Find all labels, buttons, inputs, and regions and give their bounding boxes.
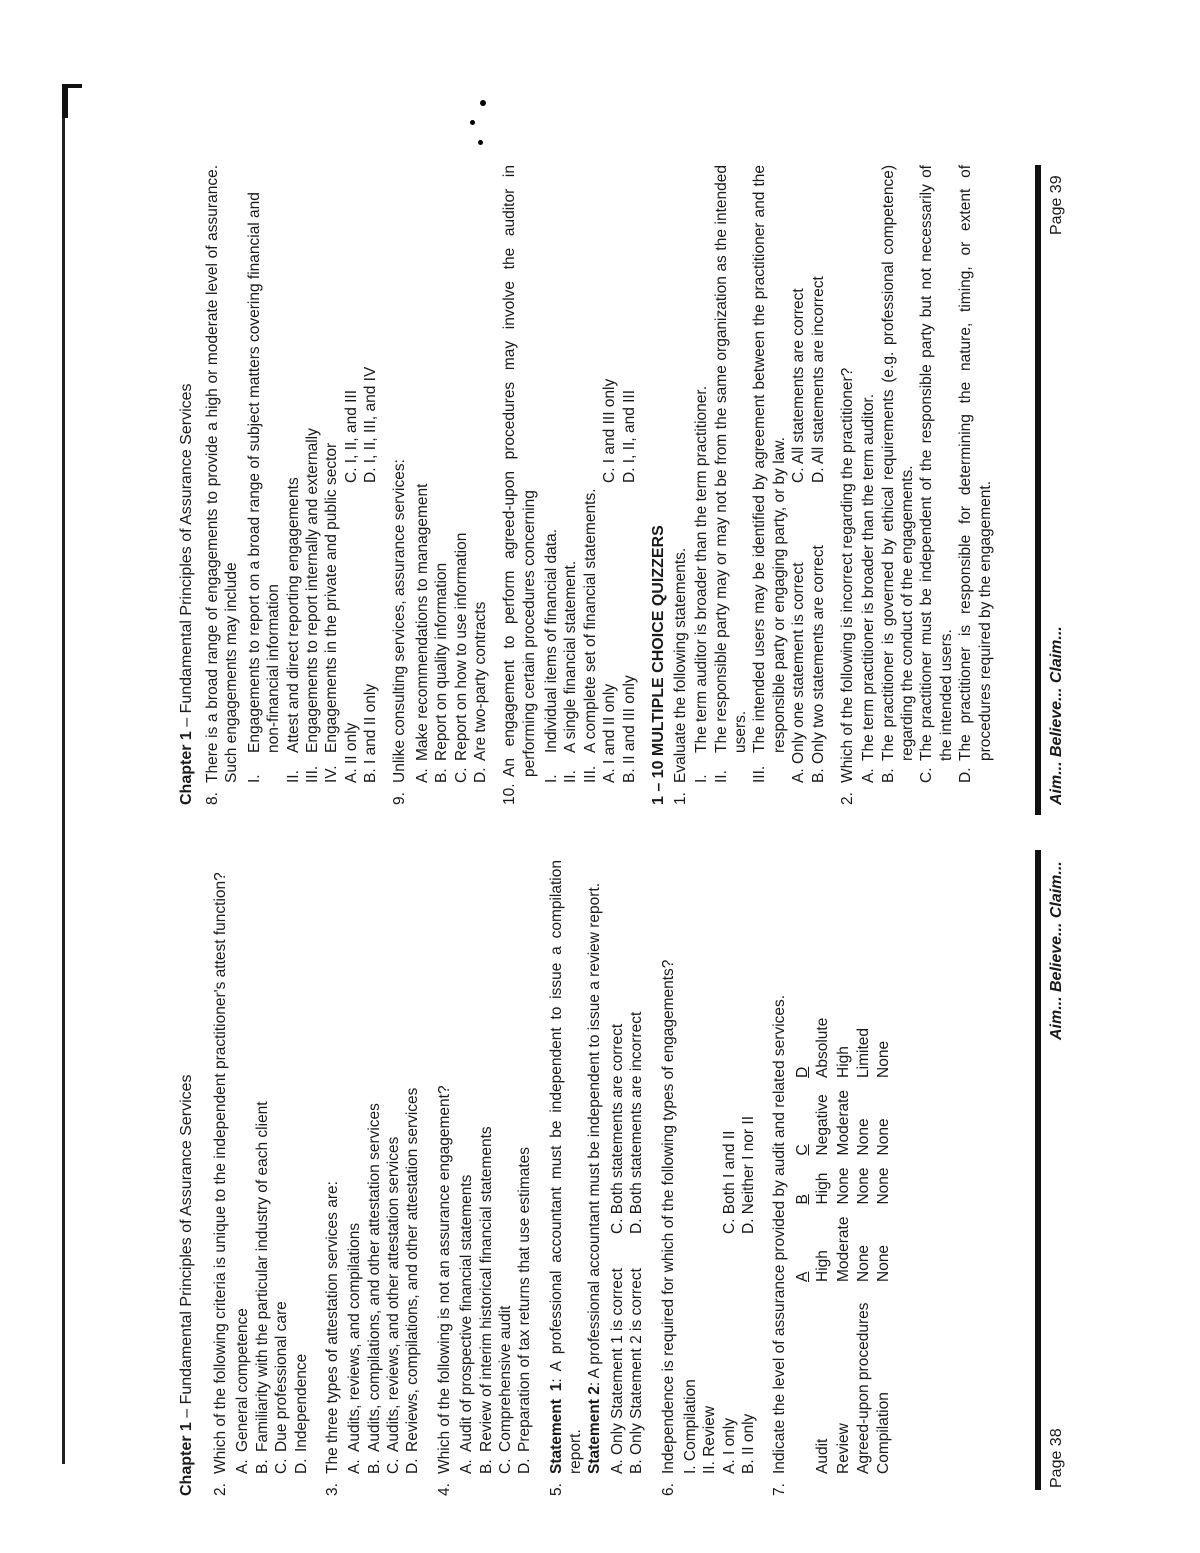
- option-d: Independence: [292, 1353, 310, 1452]
- scan-speck: [480, 100, 486, 106]
- option-c: The practitioner must be independent of the responsible party but not necessarily of the intended users.: [918, 165, 955, 761]
- book-spread: [85, 120, 1135, 1510]
- question-9: 9. Unlike consulting services, assurance services:: [391, 459, 409, 805]
- page-header: Chapter 1 – Fundamental Principles of Assurance Services: [178, 383, 195, 805]
- page-38: Chapter 1 – Fundamental Principles of Assurance Services 2. Which of the following criteria is unique to the independent practitioner's attest function? A. General competence B. Familiarity with the particular industry of each client C. Due professional care D. Independence 3. The three types of attestation services are: A. Audits, reviews, and compilations B. Audits, compilations, and other attestation services C. Audits, reviews, and other attestation services D. Reviews, compilations, and other attestation services 4. Which of the following is not an assurance engagement? A. Audit of prospective financial statements B. Review of interim historical financial statements C. Comprehensive audit D. Preparation of tax returns that use estimates 5. Statement 1: A professional accountant must be independent to issue a compilation report. Statement 2: A professional accountant must be independent to issue a review report. A. Only Statement 1 is correct C. Both statements are correct B. Only Statement 2 is correct D. Both statements are incorrect 6. Independence is required for which of the following types of engagements? I. Compilation II. Review A. I only C. Both I and II B. II only D. Neither I nor II 7. Indicate the level of assurance provided by audit and related services. A B C D Audit High High Negative Absolute Review Moderate None Moderate High Agreed-upon procedures None None None Limited Compilation None None None None Page 38 Aim... Believe... Claim...: [85, 850, 1085, 1510]
- assurance-level-table: A B C D Audit High High Negative Absolute Review Moderate None Moderate High Agreed-upon procedures None None None Limited Compilation None None None None: [793, 1006, 895, 1474]
- quizzer-2: 2. Which of the following is incorrect regarding the practitioner?: [838, 367, 856, 805]
- scan-edge: [62, 84, 65, 1464]
- option-d: Are two-party contracts: [471, 601, 489, 761]
- footer-rule: [1035, 165, 1041, 815]
- option-a: The term practitioner is broader than the term auditor.: [860, 393, 878, 761]
- section-heading: 1 – 10 MULTIPLE CHOICE QUIZZERS: [649, 525, 667, 805]
- option-a: Audit of prospective financial statements: [458, 1174, 476, 1452]
- option-b: Review of interim historical financial statements: [477, 1126, 495, 1452]
- page-number: Page 38: [1048, 1428, 1065, 1488]
- question-10: 10. An engagement to perform agreed-upon procedures may involve the auditor in performing certain procedures concerning: [501, 165, 538, 805]
- footer-rule: [1035, 850, 1041, 1490]
- table-row: Agreed-upon procedures None None None Limited: [854, 1028, 872, 1474]
- question-5: 5. Statement 1: A professional accountant must be independent to issue a compilation report. Statement 2: A professional accountant must be independent to issue a review report.: [547, 860, 604, 1496]
- page-39: Chapter 1 – Fundamental Principles of Assurance Services 8. There is a broad range of engagements to provide a high or moderate level of assurance. Such engagements may include I. Engagements to report on a broad range of subject matters covering financial and non-financial information II. Attest and direct reporting engagements III. Engagements to report internally and externally IV. Engagements in the private and public sector A. II only C. I, II, and III B. I and II only D. I, II, III, and IV 9. Unlike consulting services, assurance services: A. Make recommendations to management B. Report on quality information C. Report on how to use information D. Are two-party contracts 10. An engagement to perform agreed-upon procedures may involve the auditor in performing certain procedures concerning I. Individual items of financial data. II. A single financial statement. III. A complete set of financial statements. A. I and II only C. I and III only B. II and III only D. I, II, and III 1 – 10 MULTIPLE CHOICE QUIZZERS 1. Evaluate the following statements. I. The term auditor is broader than the term practitioner. II. The responsible party may or may not be from the same organization as the intended users. III. The intended users may be identified by agreement between the practitioner and the responsible party or engaging party, or by law. A. Only one statement is correct C. All statements are correct B. Only two statements are correct D. All statements are incorrect 2. Which of the following is incorrect regarding the practitioner? A. The term practitioner is broader than the term auditor. B. The practitioner is governed by ethical requirements (e.g. professional competence) regarding the conduct of the engagements. C. The practitioner must be independent of the responsible party but not necessarily of the intended users. D. The practitioner is responsible for determining the nature, timing, or extent of procedures required by the engagement. Aim... Believe... Claim... Page 39: [85, 155, 1085, 815]
- table-row: Audit High High Negative Absolute: [814, 1017, 832, 1474]
- option-d: Reviews, compilations, and other attestation services: [404, 1087, 422, 1452]
- footer-motto: Aim... Believe... Claim...: [1048, 861, 1065, 1040]
- option-b: Familiarity with the particular industry of each client: [253, 1101, 271, 1452]
- table-row: Compilation None None None None: [875, 1040, 893, 1474]
- question-4: 4. Which of the following is not an assurance engagement?: [435, 1085, 453, 1496]
- question-8: 8. There is a broad range of engagements to provide a high or moderate level of assurance. Such engagements may include: [204, 165, 241, 805]
- option-a: General competence: [234, 1308, 252, 1452]
- question-3: 3. The three types of attestation services are:: [323, 1181, 341, 1496]
- option-c: Report on how to use information: [452, 532, 470, 761]
- option-d: Preparation of tax returns that use estimates: [516, 1147, 534, 1452]
- question-6: 6. Independence is required for which of the following types of engagements?: [659, 959, 677, 1496]
- page-header: Chapter 1 – Fundamental Principles of Assurance Services: [178, 1074, 195, 1496]
- option-a: Make recommendations to management: [413, 483, 431, 761]
- option-b: The practitioner is governed by ethical requirements (e.g. professional competence) regarding the conduct of the engagements.: [879, 165, 916, 761]
- page-number: Page 39: [1048, 175, 1065, 235]
- option-c: Comprehensive audit: [496, 1305, 514, 1452]
- option-a: Audits, reviews, and compilations: [346, 1222, 364, 1452]
- option-c: Audits, reviews, and other attestation services: [385, 1136, 402, 1452]
- option-b: Report on quality information: [433, 562, 451, 761]
- option-b: Audits, compilations, and other attestation services: [365, 1103, 383, 1452]
- question-2: 2. Which of the following criteria is unique to the independent practitioner's attest function?: [212, 872, 229, 1496]
- table-row: Review Moderate None Moderate High: [834, 1046, 852, 1474]
- option-c: Due professional care: [273, 1301, 291, 1452]
- footer-motto: Aim... Believe... Claim...: [1048, 626, 1065, 805]
- quizzer-1: 1. Evaluate the following statements.: [671, 547, 689, 805]
- option-d: The practitioner is responsible for determining the nature, timing, or extent of procedures required by the engagement.: [957, 165, 994, 761]
- scan-corner-mark: [62, 84, 82, 118]
- question-7: 7. Indicate the level of assurance provided by audit and related services.: [771, 994, 789, 1496]
